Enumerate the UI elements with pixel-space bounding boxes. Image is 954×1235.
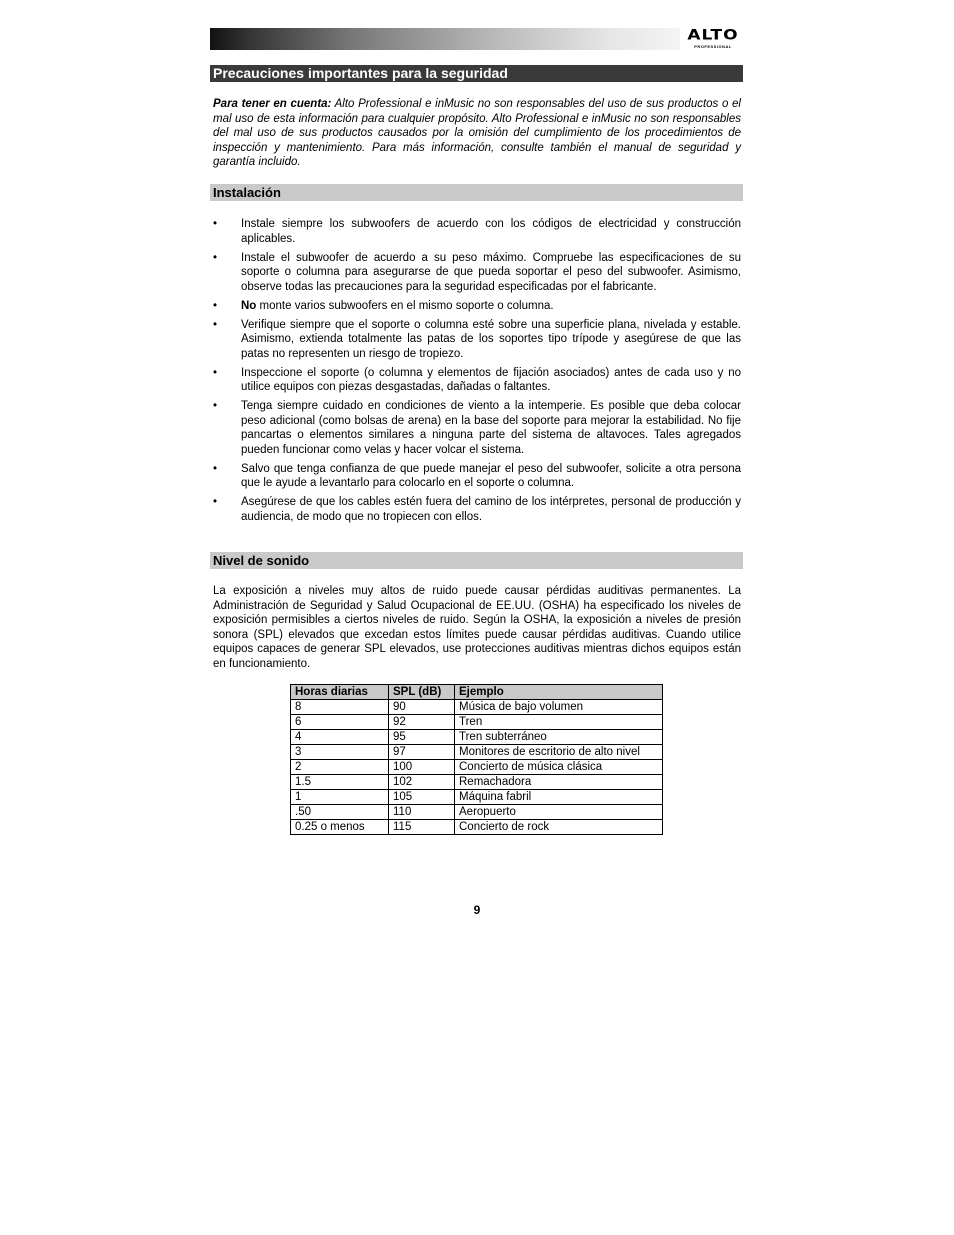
table-row: 0.25 o menos 115 Concierto de rock [291,820,663,835]
note-text: Alto Professional e inMusic no son responsables del uso de sus productos o el mal uso de esta información para cualquier propósito. Alto Professional e inMusic no son responsables del mal uso de sus productos causados por la omisión del cumplimiento de los procedimientos de inspección y mantenimiento. Para más información, consulte también el manual de seguridad y garantía incluido. [213,98,741,168]
installation-list [213,217,741,529]
table-row: .50 110 Aeropuerto [291,805,663,820]
logo-subtext: PROFESSIONAL [694,44,732,49]
list-item: • Tenga siempre cuidado en condiciones de viento a la intemperie. Es posible que deba colocar peso adicional (como bolsas de arena) en la base del soporte para mejorar la estabilidad. No fije pancartas o elementos similares a ninguna parte del sistema de altavoces. Tales agregados pueden funcionar como velas y hacer volcar el sistema. [213,400,741,456]
alto-logo [683,29,743,51]
table-row: 4 95 Tren subterráneo [291,730,663,745]
safety-heading: Precauciones importantes para la seguridad [210,65,743,82]
safety-note [213,97,741,170]
list-item: • Verifique siempre que el soporte o columna esté sobre una superficie plana, nivelada y estable. Asimismo, extienda totalmente las patas de los soportes tipo trípode y asegúrese de que las patas no representen un riesgo de tropiezo. [213,318,741,360]
list-item: • Instale siempre los subwoofers de acuerdo con los códigos de electricidad y construcción aplicables. [213,218,741,245]
list-item: • Asegúrese de que los cables estén fuera del camino de los intérpretes, personal de producción y audiencia, de modo que no tropiecen con ellos. [213,496,741,523]
spl-table [290,684,663,835]
sound-heading: Nivel de sonido [210,552,743,569]
table-row: 1 105 Máquina fabril [291,790,663,805]
header-gradient-bar [210,28,680,50]
table-row: 6 92 Tren [291,715,663,730]
list-item: • No monte varios subwoofers en el mismo soporte o columna. [213,299,554,312]
col-hours-header: Horas diarias [291,685,389,700]
list-item: • Inspeccione el soporte (o columna y elementos de fijación asociados) antes de cada uso y no utilice equipos con piezas desgastadas, dañadas o faltantes. [213,366,741,393]
installation-heading: Instalación [210,184,743,201]
table-row: 2 100 Concierto de música clásica [291,760,663,775]
logo-text: ALTO [687,27,739,44]
list-item: • Salvo que tenga confianza de que puede manejar el peso del subwoofer, solicite a otra persona que le ayude a levantarlo para colocarlo en el soporte o columna. [213,462,741,489]
list-item: • Instale el subwoofer de acuerdo a su peso máximo. Compruebe las especificaciones de su soporte o columna para asegurarse de que pueda soportar el peso del subwoofer. Asimismo, observe todas las precauciones para la seguridad especificadas por el fabricante. [213,251,741,293]
table-row: 1.5 102 Remachadora [291,775,663,790]
sound-text: La exposición a niveles muy altos de ruido puede causar pérdidas auditivas permanentes. La Administración de Seguridad y Salud Ocupacional de EE.UU. (OSHA) ha especificado los niveles de exposición permisibles a ciertos niveles de ruido. Según la OSHA, la exposición a niveles de presión sonora (SPL) elevados que excedan estos límites puede causar pérdidas auditivas. Cuando utilice equipos capaces de generar SPL elevados, use protecciones auditivas mientras dichos equipos están en funcionamiento. [213,585,741,670]
table-row: 3 97 Monitores de escritorio de alto nivel [291,745,663,760]
table-header-row [291,685,663,700]
table-row: 8 90 Música de bajo volumen [291,700,663,715]
col-spl-header: SPL (dB) [389,685,455,700]
note-label: Para tener en cuenta: [213,98,332,110]
col-example-header: Ejemplo [455,685,663,700]
page-number: 9 [473,903,481,917]
